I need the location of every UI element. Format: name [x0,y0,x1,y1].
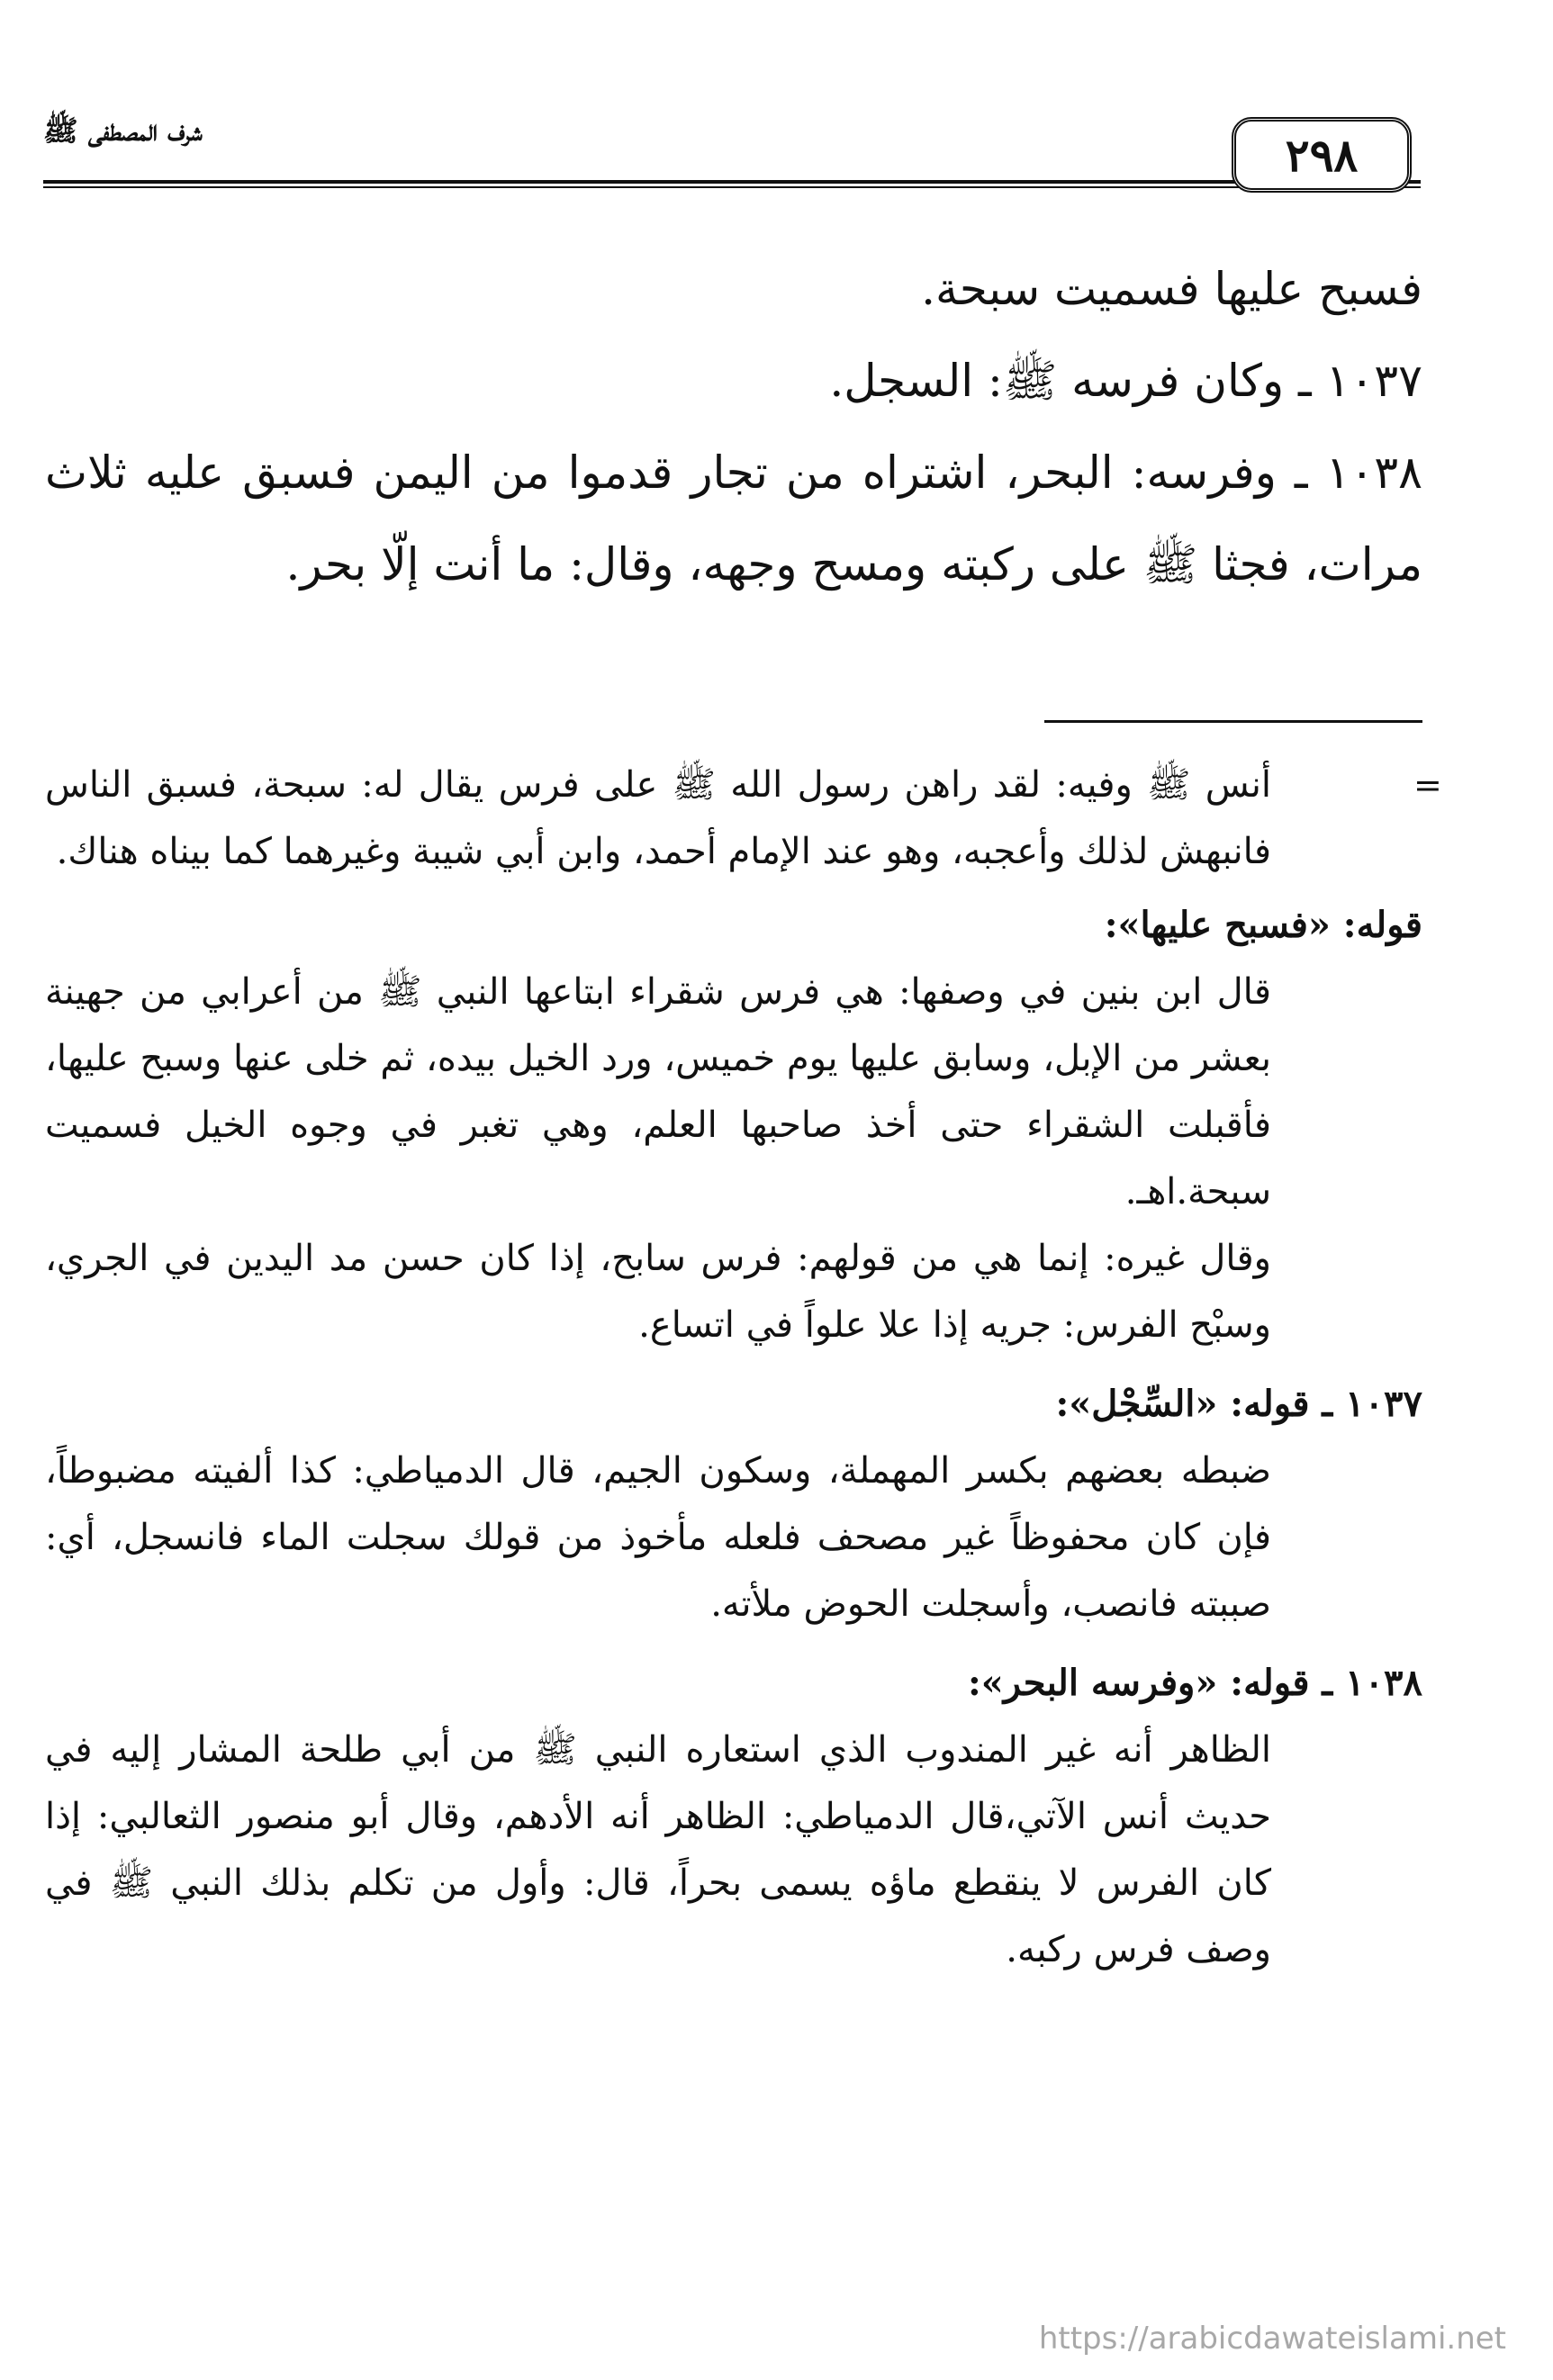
main-line-3: ١٠٣٨ ـ وفرسه: البحر، اشتراه من تجار قدموا من اليمن فسبق عليه ثلاث مرات، فجثا ﷺ على ركبته ومسح وجهه، وقال: ما أنت إلّا بحر. [45,446,1422,590]
footnote-heading-1: قوله: «فسبح عليها»: [1104,904,1422,946]
footnote-paragraph-1b: وقال غيره: إنما هي من قولهم: فرس سابح، إذا كان حسن مد اليدين في الجري، وسبْح الفرس: جريه إذا علا علواً في اتساع. [45,1238,1271,1346]
footnote-paragraph-1a: قال ابن بنين في وصفها: هي فرس شقراء ابتاعها النبي ﷺ من أعرابي من جهينة بعشر من الإبل، وسابق عليها يوم خميس، ورد الخيل بيده، ثم خلى عنها وسبح عليها، فأقبلت الشقراء حتى أخذ صاحبها العلم، وهي تغبر في وجوه الخيل فسميت سبحة.اهـ. [45,971,1271,1213]
footnotes [45,752,1422,1983]
page-header [43,106,1421,205]
main-text [45,243,1422,610]
footnote-continuation: أنس ﷺ وفيه: لقد راهن رسول الله ﷺ على فرس يقال له: سبحة، فسبق الناس فانبهش لذلك وأعجبه، وهو عند الإمام أحمد، وابن أبي شيبة وغيرهما كما بيناه هناك. [45,764,1271,872]
page-number-frame [1232,117,1412,193]
running-title: شرف المصطفى ﷺ [43,113,203,148]
footnote-paragraph-2: ضبطه بعضهم بكسر المهملة، وسكون الجيم، قال الدمياطي: كذا ألفيته مضبوطاً، فإن كان محفوظاً غير مصحف فلعله مأخوذ من قولك سجلت الماء فانسجل، أي: صببته فانصب، وأسجلت الحوض ملأته. [45,1450,1272,1625]
watermark-url: https://arabicdawateislami.net [1038,2321,1506,2357]
footnote-heading-3: ١٠٣٨ ـ قوله: «وفرسه البحر»: [967,1662,1422,1704]
footnote-heading-2: ١٠٣٧ ـ قوله: «السِّجْل»: [1055,1383,1422,1425]
footnote-continuation-mark: = [1413,765,1442,805]
footnote-paragraph-3: الظاهر أنه غير المندوب الذي استعاره النبي ﷺ من أبي طلحة المشار إليه في حديث أنس الآتي،قال الدمياطي: الظاهر أنه الأدهم، وقال أبو منصور الثعالبي: إذا كان الفرس لا ينقطع ماؤه يسمى بحراً، قال: وأول من تكلم بذلك النبي ﷺ في وصف فرس ركبه. [45,1729,1271,1970]
main-line-1: فسبح عليها فسميت سبحة. [921,263,1422,315]
page-number: ٢٩٨ [1285,128,1359,182]
footnote-separator [1044,720,1422,723]
header-rule [43,180,1421,188]
main-line-2: ١٠٣٧ ـ وكان فرسه ﷺ: السجل. [829,355,1422,407]
